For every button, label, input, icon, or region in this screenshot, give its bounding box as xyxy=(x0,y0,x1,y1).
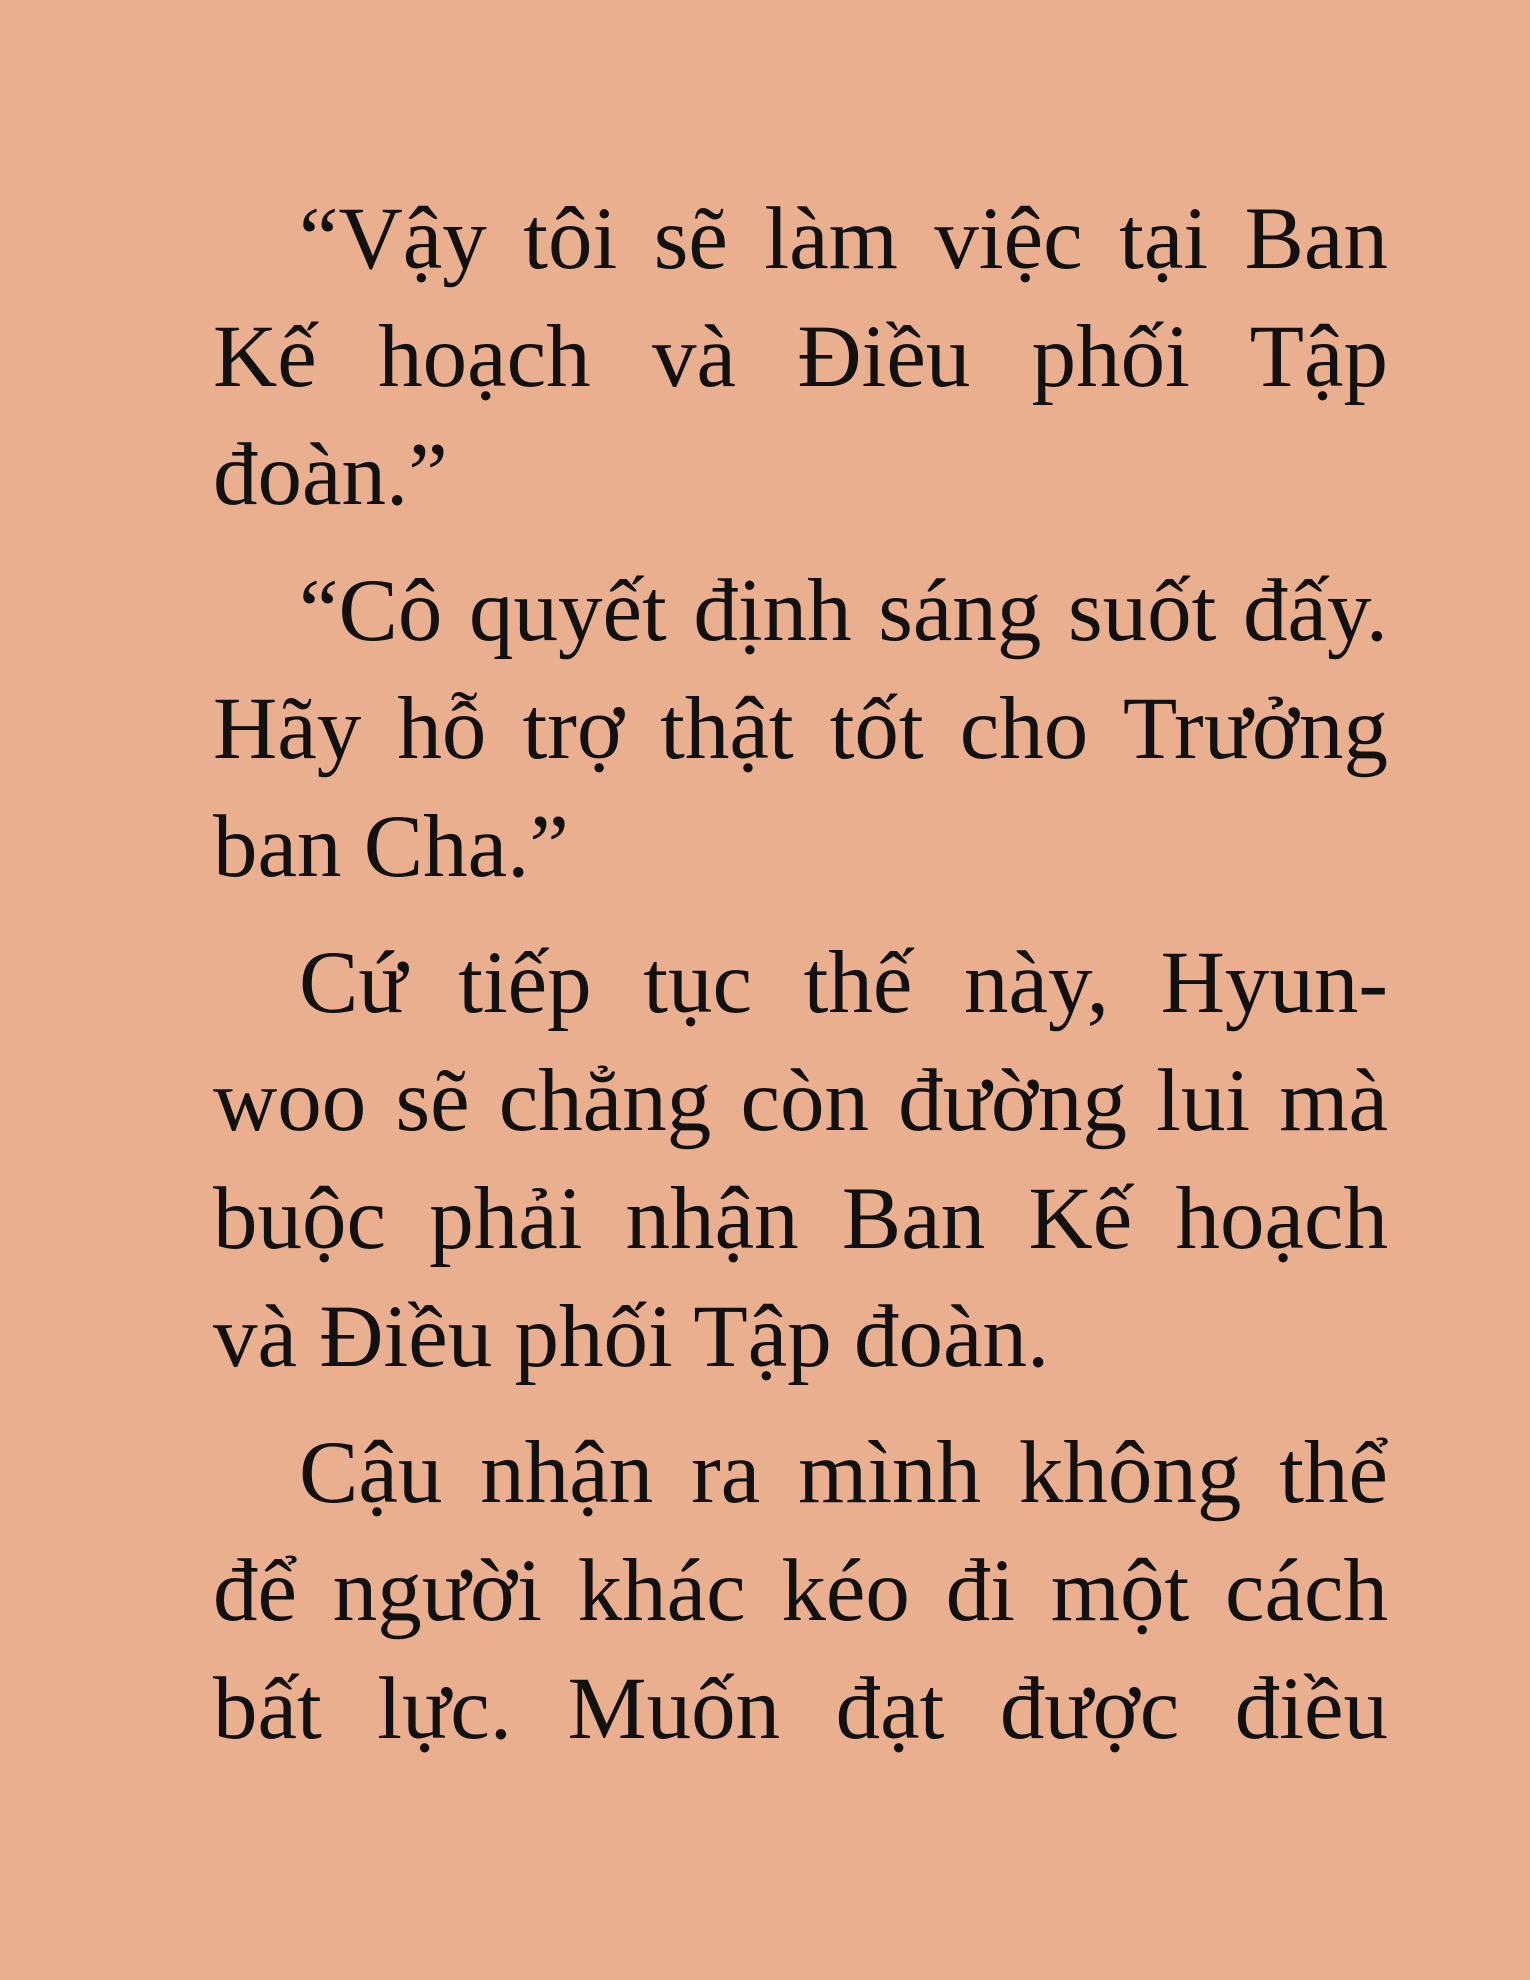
page-text xyxy=(213,180,1388,1786)
paragraph-narration-1: Cứ tiếp tục thế này, Hyun-woo sẽ chẳng còn đường lui mà buộc phải nhận Ban Kế hoạch và Điều phối Tập đoàn. xyxy=(213,934,1388,1386)
paragraph-narration-2: Cậu nhận ra mình không thể để người khác kéo đi một cách bất lực. Muốn đạt được điều xyxy=(213,1424,1388,1758)
paragraph-dialogue-2: “Cô quyết định sáng suốt đấy. Hãy hỗ trợ thật tốt cho Trưởng ban Cha.” xyxy=(213,562,1388,896)
paragraph-dialogue-1: “Vậy tôi sẽ làm việc tại Ban Kế hoạch và Điều phối Tập đoàn.” xyxy=(213,190,1388,524)
